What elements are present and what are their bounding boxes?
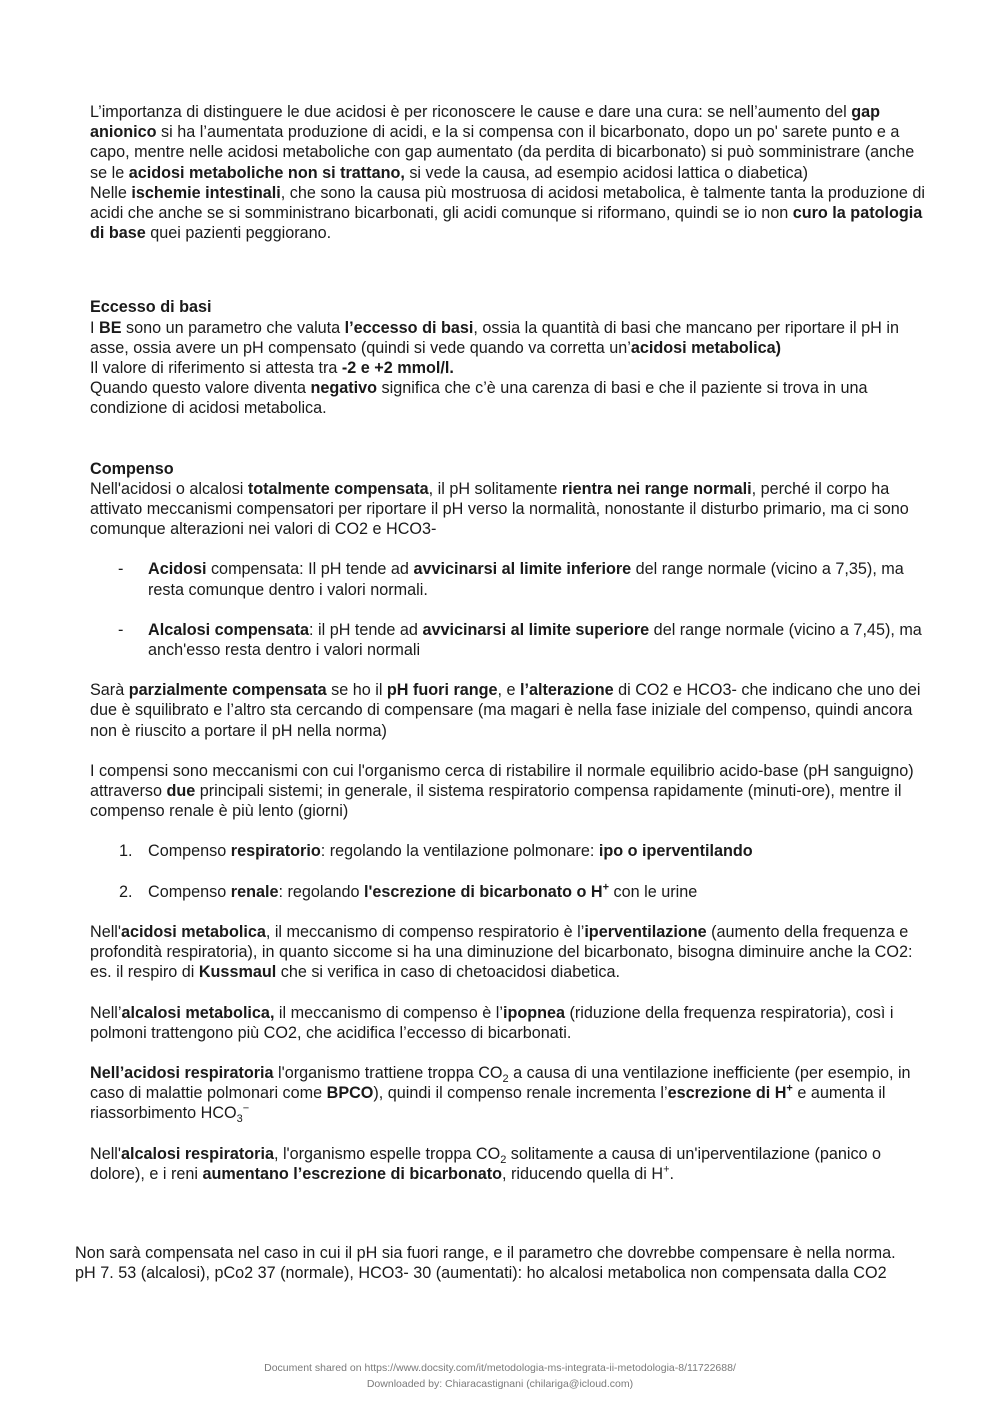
numbered-item-2: [90, 882, 932, 902]
eccesso-paragraph-3: [90, 378, 932, 418]
text: (aumento della frequenza e profondità respiratoria), in quanto siccome si ha una diminuzione del bicarbonato, bisogna diminuire anche la CO2: es. il respiro di: [90, 922, 913, 982]
text: del range normale (vicino a 7,35), ma resta comunque dentro i valori normali.: [148, 560, 904, 599]
eccesso-paragraph-2: [90, 358, 932, 378]
bold-text: pH fuori range: [386, 681, 498, 700]
bold-text: alcalosi metabolica,: [121, 1003, 275, 1022]
superscript: +: [786, 1082, 793, 1095]
bold-text: ipo o iperventilando: [598, 842, 753, 861]
text: I compensi sono meccanismi con cui l'organismo cerca di ristabilire il normale equilibrio acido-base (pH sanguigno) attraverso: [90, 761, 914, 801]
bold-text: escrezione di H: [667, 1084, 787, 1103]
compenso-paragraph-7: [90, 1144, 932, 1184]
text: , e: [497, 681, 521, 700]
dash-bullet: -: [118, 620, 124, 639]
compenso-paragraph-2: [90, 680, 932, 741]
superscript: −: [242, 1102, 250, 1115]
compenso-paragraph-6: [90, 1063, 932, 1124]
text: e aumenta il riassorbimento HCO: [90, 1084, 886, 1123]
bold-text: BPCO: [326, 1084, 374, 1103]
text: solitamente a causa di un'iperventilazione (panico o dolore), e i reni: [90, 1144, 882, 1183]
footer-shared-link[interactable]: Document shared on https://www.docsity.com/it/metodologia-ms-integrata-ii-metodologia-8/11722688/: [264, 1362, 736, 1374]
text: compensata: Il pH tende ad: [206, 560, 414, 579]
compenso-paragraph-5: [90, 1003, 932, 1043]
text: , il pH solitamente: [428, 479, 562, 498]
bold-text: Kussmaul: [198, 963, 277, 982]
compenso-paragraph-3: [90, 761, 932, 822]
text: si vede la causa, ad esempio acidosi lattica o diabetica): [404, 163, 808, 182]
bold-text: iperventilazione: [584, 922, 707, 941]
bold-text: rientra nei range normali: [561, 479, 752, 498]
text: , riducendo quella di H: [502, 1164, 664, 1183]
compenso-paragraph-1: [90, 479, 932, 540]
bold-text: acidosi metabolica): [630, 338, 782, 357]
bold-text: ipopnea: [502, 1003, 566, 1022]
text: Compenso: [148, 882, 231, 901]
text: Il valore di riferimento si attesta tra: [90, 359, 342, 378]
text: si ha l’aumentata produzione di acidi, e la si compensa con il bicarbonato, dopo un po' sarete punto e a capo, mentre nelle acidosi metaboliche con gap aumentato (da perdita di bicarbonato) si può somministrare (anche se le: [90, 123, 915, 182]
text: (riduzione della frequenza respiratoria), così i polmoni trattengono più CO2, che acidifica l’eccesso di bicarbonati.: [90, 1003, 894, 1042]
bold-text: gap anionico: [90, 103, 881, 142]
bold-text: totalmente compensata: [247, 479, 429, 498]
text: .: [669, 1164, 675, 1183]
text: : regolando la ventilazione polmonare:: [320, 842, 599, 861]
text: l'organismo trattiene troppa CO: [273, 1063, 503, 1082]
bold-text: respiratorio: [230, 842, 321, 861]
dash-bullet: -: [118, 560, 124, 579]
text: se ho il: [326, 681, 387, 700]
numbered-item-1: [90, 841, 932, 861]
text: quei pazienti peggiorano.: [145, 224, 332, 243]
text: del range normale (vicino a 7,45), ma anch'esso resta dentro i valori normali: [148, 620, 922, 660]
bold-text: l’alterazione: [520, 681, 614, 700]
bold-text: ischemie intestinali: [131, 183, 281, 202]
subscript: 2: [502, 1073, 509, 1086]
bold-text: avvicinarsi al limite inferiore: [413, 560, 632, 579]
eccesso-paragraph-1: [90, 318, 932, 358]
text: significa che c’è una carenza di basi e che il paziente si trova in una condizione di acidosi metabolica.: [90, 379, 868, 418]
bold-text: -2 e +2 mmol/l.: [341, 359, 454, 378]
text: Quando questo valore diventa: [90, 379, 311, 398]
text: : regolando: [278, 882, 364, 901]
text: a causa di una ventilazione inefficiente (per esempio, in caso di malattie polmonari come: [90, 1063, 911, 1103]
closing-note: [75, 1243, 955, 1283]
text: , che sono la causa più mostruosa di acidosi metabolica, è talmente tanta la produzione di acidi che anche se si somministrano bicarbonati, gli acidi comunque si riformano, quindi se io non: [90, 183, 926, 223]
bold-text: due: [166, 782, 196, 801]
text: L’importanza di distinguere le due acidosi è per riconoscere le cause e dare una cura: se nell’aumento del: [90, 103, 852, 121]
bold-text: Acidosi: [148, 560, 207, 579]
footer-downloaded-by: Downloaded by: Chiaracastignani (chilariga@icloud.com): [366, 1378, 634, 1390]
document-body: [90, 102, 932, 1184]
bold-text: l'escrezione di bicarbonato o H: [363, 882, 603, 901]
superscript: +: [663, 1163, 670, 1176]
bold-text: Nell’acidosi respiratoria: [90, 1063, 274, 1082]
bold-text: BE: [99, 318, 122, 337]
list-number: 2.: [119, 882, 133, 901]
text: con le urine: [609, 882, 698, 901]
text: principali sistemi; in generale, il sistema respiratorio compensa rapidamente (minuti-ore), mentre il compenso renale è più lento (giorni): [90, 782, 902, 821]
list-item: [90, 620, 932, 660]
text: , l'organismo espelle troppa CO: [273, 1144, 501, 1163]
bold-text: renale: [230, 882, 279, 901]
bold-text: l’eccesso di basi: [344, 318, 474, 337]
bold-text: aumentano l’escrezione di bicarbonato: [202, 1164, 503, 1183]
text: che si verifica in caso di chetoacidosi diabetica.: [276, 963, 620, 982]
text: , ossia la quantità di basi che mancano per riportare il pH in asse, ossia avere un pH compensato (quindi si vede quando va corretta un’: [90, 318, 899, 357]
text: Nell'acidosi o alcalosi: [90, 479, 248, 498]
bold-text: curo la patologia di base: [90, 204, 923, 243]
text: Compenso: [148, 842, 231, 861]
intro-paragraph-2: [90, 183, 932, 244]
bold-text: avvicinarsi al limite superiore: [422, 620, 650, 639]
text: Nell’: [90, 1003, 122, 1022]
text: , il meccanismo di compenso respiratorio è l’: [265, 922, 585, 941]
bold-text: negativo: [310, 379, 378, 398]
list-item: [90, 559, 932, 599]
superscript: +: [602, 881, 610, 894]
bold-text: parzialmente compensata: [128, 681, 327, 700]
bold-text: acidosi metaboliche non si trattano,: [128, 163, 405, 182]
text: il meccanismo di compenso è l’: [274, 1003, 503, 1022]
section-heading-compenso: Compenso: [90, 459, 174, 478]
bold-text: Alcalosi compensata: [148, 620, 310, 639]
bold-text: alcalosi respiratoria: [120, 1144, 274, 1163]
text: Nell': [90, 1144, 121, 1163]
closing-line-2: pH 7. 53 (alcalosi), pCo2 37 (normale), HCO3- 30 (aumentati): ho alcalosi metabolica non compensata dalla CO2: [75, 1264, 887, 1283]
text: , perché il corpo ha attivato meccanismi compensatori per riportare il pH verso la normalità, nonostante il disturbo primario, ma ci sono comunque alterazioni nei valori di CO2 e HCO3-: [90, 479, 909, 539]
intro-paragraph-1: [90, 102, 932, 183]
text: I: [90, 318, 99, 337]
text: Nelle: [90, 183, 132, 202]
compenso-paragraph-4: [90, 922, 932, 983]
list-number: 1.: [119, 842, 133, 861]
text: Nell': [90, 922, 121, 941]
closing-line-1: Non sarà compensata nel caso in cui il pH sia fuori range, e il parametro che dovrebbe compensare è nella norma.: [75, 1244, 896, 1262]
subscript: 3: [236, 1113, 243, 1126]
text: di CO2 e HCO3- che indicano che uno dei due è squilibrato e l’altro sta cercando di compensare (ma magari è nella fase iniziale del compenso, quindi ancora non è riuscito a portare il pH nella norma): [90, 681, 921, 740]
document-footer: [0, 1360, 1000, 1392]
text: Sarà: [90, 681, 129, 700]
text: ), quindi il compenso renale incrementa l’: [373, 1084, 668, 1103]
bold-text: acidosi metabolica: [120, 922, 266, 941]
section-heading-eccesso: Eccesso di basi: [90, 298, 212, 317]
text: sono un parametro che valuta: [121, 318, 345, 337]
subscript: 2: [500, 1153, 507, 1166]
text: : il pH tende ad: [309, 620, 423, 639]
